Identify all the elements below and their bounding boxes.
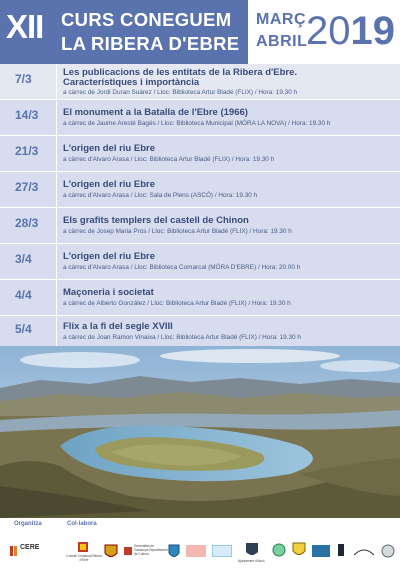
session-details: a càrrec de Alberto González / Lloc: Biblioteca Artur Bladé (FLIX) / Hora: 19.30 h (63, 300, 291, 307)
year (306, 11, 395, 51)
session-title: Maçoneria i societat (63, 287, 154, 298)
row-divider (56, 172, 57, 207)
title-line-1: CURS CONEGUEM (61, 9, 232, 30)
session-row (0, 64, 400, 99)
session-title: Flix a la fi del segle XVIII (63, 321, 173, 332)
title-line-2: LA RIBERA D'EBRE (61, 33, 240, 54)
coat-of-arms-icon (104, 544, 118, 565)
session-details: a càrrec d'Alvaro Arasa / Lloc: Sala de Plens (ASCÓ) / Hora: 19.30 h (63, 192, 258, 199)
session-date: 4/4 (15, 288, 32, 302)
session-date: 21/3 (15, 144, 39, 158)
partner-logo (212, 544, 232, 562)
row-divider (56, 280, 57, 315)
session-details: a càrrec de Josep Maria Pros / Lloc: Biblioteca Artur Bladé (FLIX) / Hora: 19.30 h (63, 228, 292, 235)
landscape-illustration (0, 346, 400, 518)
session-row (0, 316, 400, 346)
session-date: 27/3 (15, 180, 39, 194)
municipal-seal-icon (272, 542, 286, 563)
poster-header (0, 0, 400, 64)
partner-logo (380, 544, 396, 563)
session-row (0, 208, 400, 243)
session-date: 14/3 (15, 108, 39, 122)
session-date: 7/3 (15, 72, 32, 86)
row-divider (56, 100, 57, 135)
speaker-name: Alvaro Arasa (92, 156, 129, 163)
partner-logo (336, 542, 346, 563)
session-title: Les publicacions de les entitats de la Ribera d'Ebre. (63, 67, 298, 78)
year-part-b: 19 (350, 9, 395, 53)
session-date: 3/4 (15, 252, 32, 266)
partner-logo (354, 544, 374, 562)
speaker-name: Alvaro Arasa (92, 264, 129, 271)
row-divider (56, 316, 57, 346)
speaker-name: Jaume Aresté Bagés (96, 120, 156, 127)
row-divider (56, 208, 57, 243)
sponsor-logos-bar (0, 518, 400, 574)
ebre-river-landscape-photo (0, 346, 400, 518)
edition-number: XII (6, 8, 44, 45)
session-date: 5/4 (15, 322, 32, 336)
row-divider (56, 136, 57, 171)
session-title: L'origen del riu Ebre (63, 251, 155, 262)
month-marc: MARÇ (256, 11, 306, 28)
session-row (0, 100, 400, 135)
header-title-block (0, 0, 248, 64)
cere-logo: CERE (10, 544, 46, 563)
session-details: a càrrec de Jaume Aresté Bagés / Lloc: Biblioteca Municipal (MÓRA LA NOVA) / Hora: 19.30 h (63, 120, 331, 127)
month-abril: ABRIL (256, 33, 308, 50)
organitza-label: Organitza (14, 521, 42, 527)
speaker-name: Joan Ramon Vinaixa (96, 334, 156, 341)
header-date-block (248, 0, 400, 64)
partner-logo (312, 544, 330, 562)
session-title: L'origen del riu Ebre (63, 179, 155, 190)
session-details: a càrrec de Joan Ramon Vinaixa / Lloc: Biblioteca Artur Bladé (FLIX) / Hora: 19.30 h (63, 334, 301, 341)
session-details: a càrrec de Jordi Duran Suárez / Lloc: Biblioteca Artur Bladé (FLIX) / Hora: 19.30 h (63, 89, 298, 96)
session-schedule (0, 64, 400, 346)
session-title: Els grafits templers del castell de Chinon (63, 215, 249, 226)
consell-comarcal-logo: Consell Comarcal Ribera d'Ebre (64, 542, 104, 567)
municipal-shield-icon (168, 544, 180, 565)
session-title: El monument a la Batalla de l'Ebre (1966) (63, 107, 248, 118)
session-row (0, 244, 400, 279)
speaker-name: Alberto González (96, 300, 146, 307)
partner-logo (186, 544, 206, 562)
speaker-name: Alvaro Arasa (92, 192, 129, 199)
session-details: a càrrec d'Alvaro Arasa / Lloc: Biblioteca Comarcal (MÓRA D'EBRE) / Hora: 20.00 h (63, 264, 301, 271)
session-details: a càrrec d'Alvaro Arasa / Lloc: Biblioteca Artur Bladé (FLIX) / Hora: 19.30 h (63, 156, 275, 163)
session-title: L'origen del riu Ebre (63, 143, 155, 154)
ajuntament-asco-logo: Ajuntament d'Ascó (244, 542, 260, 563)
session-row (0, 280, 400, 315)
session-row (0, 136, 400, 171)
session-row (0, 172, 400, 207)
row-divider (56, 244, 57, 279)
session-date: 28/3 (15, 216, 39, 230)
row-divider (56, 64, 57, 99)
col-labora-label: Col·labora (67, 521, 97, 527)
year-part-a: 20 (306, 9, 351, 53)
municipal-seal-icon (292, 542, 306, 563)
speaker-name: Josep Maria Pros (96, 228, 147, 235)
session-title-line-2: Característiques i importància (63, 77, 200, 88)
generalitat-logo: Generalitat de Catalunya Departament de Cultura (124, 544, 164, 562)
speaker-name: Jordi Duran Suárez (96, 89, 152, 96)
